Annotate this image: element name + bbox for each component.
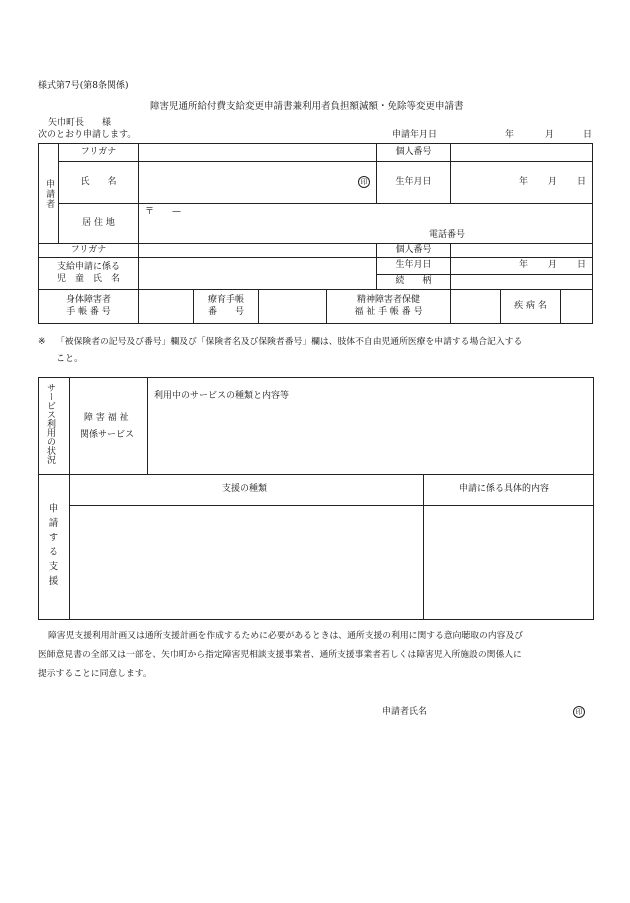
phone-label: 電話番号 xyxy=(429,230,466,240)
consent-line-1: 障害児支援利用計画又は通所支援計画を作成するために必要があるときは、通所支援の利用に関する意向聴取の内容及び xyxy=(48,631,524,641)
child-name-label: 支給申請に係る 児 童 氏 名 xyxy=(39,258,139,290)
child-relation-label: 続 柄 xyxy=(377,275,451,290)
child-individual-no-field[interactable] xyxy=(451,244,593,258)
child-individual-no-label: 個人番号 xyxy=(377,244,451,258)
addressee: 矢巾町長 様 xyxy=(48,118,112,128)
signature-seal-mark: 印 xyxy=(573,706,585,718)
applicant-individual-no-label: 個人番号 xyxy=(377,144,451,162)
service-category-2: 関係サービス xyxy=(80,430,135,440)
note-mark: ※ xyxy=(38,337,46,347)
applicant-birth-field[interactable] xyxy=(451,162,593,204)
child-furigana-field[interactable] xyxy=(139,244,377,258)
applicant-furigana-label: フリガナ xyxy=(59,144,139,162)
form-number: 様式第7号(第8条関係) xyxy=(38,81,129,91)
page-title: 障害児通所給付費支給変更申請書兼利用者負担額減額・免除等変更申請書 xyxy=(150,101,464,112)
service-content-label: 利用中のサービスの種類と内容等 xyxy=(154,391,290,401)
applicant-table xyxy=(38,143,593,324)
seal-mark: 印 xyxy=(358,176,370,188)
support-type-field[interactable] xyxy=(72,508,420,616)
postal-mark: 〒 — xyxy=(145,207,182,217)
mental-cert-label: 精神障害者保健 福 祉 手 帳 番 号 xyxy=(327,290,451,324)
applicant-birth-label: 生年月日 xyxy=(377,162,451,204)
disease-label: 疾 病 名 xyxy=(501,290,561,324)
note-line-1: 「被保険者の記号及び番号」欄及び「保険者名及び保険者番号」欄は、肢体不自由児通所医療を申請する場合記入する xyxy=(56,337,523,347)
child-name-field[interactable] xyxy=(139,258,377,290)
child-birth-month: 月 xyxy=(547,260,557,271)
date-day: 日 xyxy=(583,130,593,140)
applicant-name-field[interactable] xyxy=(139,162,377,204)
note-line-2: こと。 xyxy=(56,354,84,364)
service-category-1: 障 害 福 祉 xyxy=(84,413,129,423)
disease-field[interactable] xyxy=(561,290,593,324)
mental-cert-field[interactable] xyxy=(451,290,501,324)
applicant-address-label: 居 住 地 xyxy=(59,204,139,244)
signature-field[interactable] xyxy=(430,704,570,720)
child-birth-label: 生年月日 xyxy=(377,258,451,275)
child-birth-year: 年 xyxy=(518,260,528,271)
nursing-cert-label: 療育手帳 番 号 xyxy=(194,290,259,324)
support-detail-header: 申請に係る具体的内容 xyxy=(459,484,550,494)
birth-year: 年 xyxy=(518,176,528,187)
nursing-cert-field[interactable] xyxy=(259,290,327,324)
consent-line-2: 医師意見書の全部又は一部を、矢巾町から指定障害児相談支援事業者、通所支援事業者若しくは障害児入所施設の関係人に xyxy=(38,650,522,660)
physical-cert-field[interactable] xyxy=(139,290,194,324)
applicant-name-label: 氏 名 xyxy=(59,162,139,204)
child-birth-day: 日 xyxy=(577,260,587,271)
service-side-label: サービス利用の状況 xyxy=(45,383,55,464)
support-side-label: 申請する支援 xyxy=(46,503,58,590)
support-type-header: 支援の種類 xyxy=(222,484,268,494)
child-birth-field[interactable] xyxy=(451,258,593,275)
consent-line-3: 提示することに同意します。 xyxy=(38,669,152,679)
applicant-furigana-field[interactable] xyxy=(139,144,377,162)
date-month: 月 xyxy=(545,130,555,140)
child-furigana-label: フリガナ xyxy=(39,244,139,258)
service-content-field[interactable] xyxy=(150,402,586,470)
date-year: 年 xyxy=(505,130,515,140)
intro-text: 次のとおり申請します。 xyxy=(38,130,137,140)
applicant-address-field[interactable] xyxy=(139,204,593,244)
signature-label: 申請者氏名 xyxy=(382,707,428,717)
applicant-individual-no-field[interactable] xyxy=(451,144,593,162)
support-detail-field[interactable] xyxy=(426,508,590,616)
application-date-label: 申請年月日 xyxy=(392,130,438,140)
child-relation-field[interactable] xyxy=(451,275,593,290)
applicant-section-label: 申請者 xyxy=(39,144,59,244)
physical-cert-label: 身体障害者 手 帳 番 号 xyxy=(39,290,139,324)
birth-day: 日 xyxy=(577,176,587,187)
birth-month: 月 xyxy=(547,176,557,187)
